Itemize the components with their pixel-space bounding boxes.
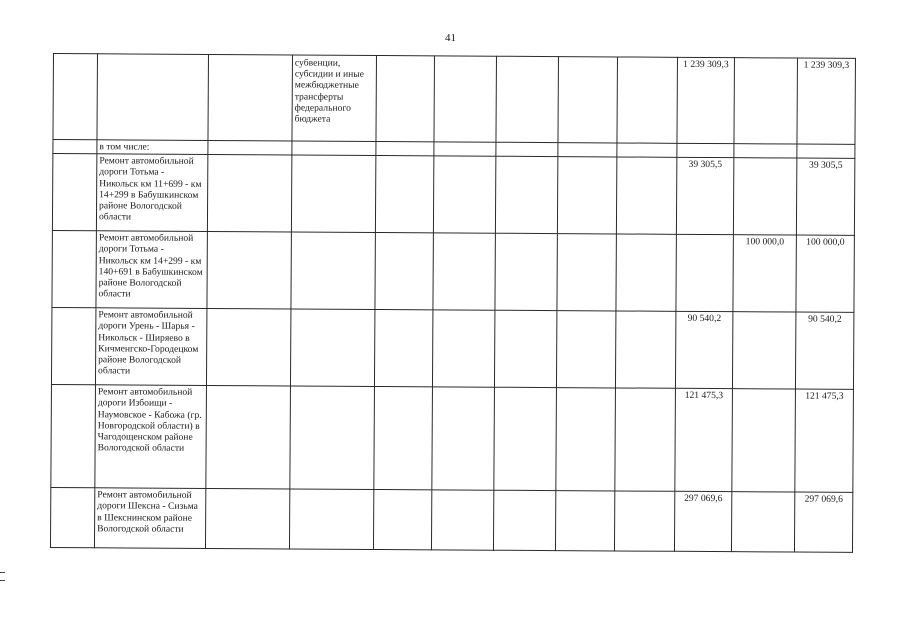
amount-cell xyxy=(732,389,796,492)
table-cell xyxy=(433,233,495,310)
amount-cell: 121 475,3 xyxy=(675,389,733,492)
table-cell xyxy=(53,54,98,140)
table-cell xyxy=(291,155,375,233)
table-cell xyxy=(432,310,494,387)
table-cell xyxy=(495,156,557,233)
table-cell xyxy=(207,232,291,310)
table-cell xyxy=(206,386,291,490)
table-cell xyxy=(434,56,497,142)
table-row xyxy=(52,154,854,236)
table-cell xyxy=(797,144,855,159)
table-cell xyxy=(615,388,676,491)
table-row xyxy=(51,308,853,390)
table-cell xyxy=(556,388,616,491)
total-cell: 121 475,3 xyxy=(795,389,854,492)
table-cell xyxy=(434,142,496,157)
amount-cell: 39 305,5 xyxy=(676,158,733,235)
road-repair-name: Ремонт автомобильной дороги Урень - Шарья - Никольск - Ширяево в Кичменгско-Городецком районе Вологодской области xyxy=(95,308,206,386)
table-cell xyxy=(52,154,96,231)
table-cell xyxy=(205,489,289,550)
table-cell xyxy=(374,310,432,387)
table-cell xyxy=(51,385,96,488)
total-cell: 297 069,6 xyxy=(794,492,852,552)
amount-cell: 1 239 309,3 xyxy=(677,57,735,143)
table-cell xyxy=(208,140,292,155)
total-cell: 100 000,0 xyxy=(796,235,854,312)
table-cell xyxy=(376,55,435,141)
table-cell xyxy=(616,234,676,311)
amount-cell: 297 069,6 xyxy=(674,492,731,552)
table-cell xyxy=(375,233,433,310)
scan-edge-mark xyxy=(0,572,5,573)
table-cell xyxy=(433,156,495,233)
table-cell xyxy=(615,311,675,388)
amount-cell xyxy=(734,58,798,144)
funding-source-row xyxy=(53,54,856,145)
table-cell xyxy=(208,54,293,141)
table-cell xyxy=(292,141,376,156)
table-cell xyxy=(557,234,616,311)
table-cell xyxy=(373,490,431,550)
table-cell xyxy=(677,143,734,158)
amount-cell xyxy=(733,158,796,235)
table-cell xyxy=(555,491,614,551)
total-cell: 90 540,2 xyxy=(795,312,853,389)
table-cell xyxy=(614,491,674,551)
table-cell xyxy=(375,156,433,233)
table-cell xyxy=(207,155,291,233)
amount-cell: 90 540,2 xyxy=(675,312,732,389)
table-cell xyxy=(495,233,557,310)
table-cell xyxy=(734,144,797,159)
road-repair-name: Ремонт автомобильной дороги Шексна - Сизьма в Шекснинском районе Вологодской области xyxy=(94,488,205,549)
table-cell xyxy=(496,56,559,142)
table-cell xyxy=(494,387,557,490)
budget-table xyxy=(50,53,856,553)
table-cell xyxy=(493,490,555,550)
including-label: в том числе: xyxy=(97,140,208,155)
table-cell xyxy=(432,387,495,490)
table-cell xyxy=(51,308,95,385)
table-cell xyxy=(617,57,678,143)
table-cell xyxy=(494,310,556,387)
table-row xyxy=(50,488,852,553)
road-repair-name: Ремонт автомобильной дороги Тотьма - Никольск км 14+299 - км 140+691 в Бабушкинском районе Вологодской области xyxy=(96,231,207,309)
table-cell xyxy=(556,311,615,388)
table-cell xyxy=(291,232,375,310)
funding-source-text: субвенции, субсидии и иные межбюджетные трансферты федерального бюджета xyxy=(294,57,365,125)
scan-edge-mark xyxy=(0,580,5,581)
table-row xyxy=(51,385,854,493)
table-cell xyxy=(290,386,375,490)
table-cell xyxy=(50,488,94,548)
page-number: 41 xyxy=(445,32,456,44)
table-cell xyxy=(617,143,677,158)
amount-cell xyxy=(732,312,795,389)
total-cell: 39 305,5 xyxy=(796,158,854,235)
table-cell xyxy=(557,157,616,234)
table-cell xyxy=(558,143,617,158)
table-cell xyxy=(97,54,209,141)
amount-cell xyxy=(731,492,794,552)
table-cell xyxy=(376,141,434,156)
table-cell xyxy=(53,140,97,154)
table-cell xyxy=(616,157,676,234)
funding-source-cell xyxy=(292,55,377,142)
table-cell xyxy=(206,309,290,387)
amount-cell xyxy=(676,235,733,312)
table-cell xyxy=(496,142,558,157)
table-row xyxy=(52,231,854,313)
road-repair-name: Ремонт автомобильной дороги Тотьма - Никольск км 11+699 - км 14+299 в Бабушкинском районе Вологодской области xyxy=(96,154,207,232)
table-cell xyxy=(52,231,96,308)
total-cell: 1 239 309,3 xyxy=(797,58,856,144)
table-cell xyxy=(289,489,373,550)
table-cell xyxy=(558,57,618,143)
amount-cell: 100 000,0 xyxy=(733,235,796,312)
road-repair-name: Ремонт автомобильной дороги Избоищи - Наумовское - Кабожа (гр. Новгородской области) в Чагодощенском районе Вологодской области xyxy=(95,385,207,489)
table-cell xyxy=(374,387,433,490)
table-cell xyxy=(431,490,493,550)
table-cell xyxy=(290,309,374,387)
